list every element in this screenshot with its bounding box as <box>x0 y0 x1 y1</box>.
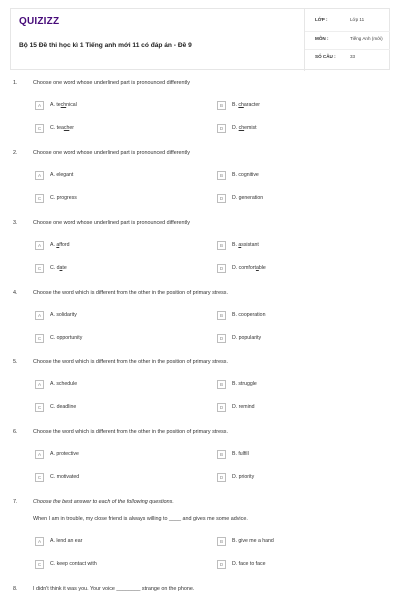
question-stem: When I am in trouble, my close friend is always willing to ____ and gives me some advice. <box>33 516 248 522</box>
option-letter-box: C <box>35 194 44 203</box>
option-text: C. motivated <box>50 474 80 480</box>
option-letter-box: C <box>35 473 44 482</box>
option-text: A. elegant <box>50 172 74 178</box>
option-text: C. teacher <box>50 125 74 131</box>
option-text: D. comfortable <box>232 265 266 271</box>
question-text: Choose the word which is different from the other in the position of primary stress. <box>33 429 228 435</box>
meta-panel <box>304 9 389 71</box>
question-number: 7. <box>13 499 18 505</box>
option-text: B. cognitive <box>232 172 259 178</box>
option-letter-box: A <box>35 241 44 250</box>
option-letter-box: B <box>217 450 226 459</box>
option-letter-box: C <box>35 560 44 569</box>
option-text: C. keep contact with <box>50 561 97 567</box>
option-text: B. cooperation <box>232 312 266 318</box>
question-text: Choose the best answer to each of the following questions. <box>33 499 174 505</box>
option-text: A. solidarity <box>50 312 77 318</box>
option-letter-box: B <box>217 311 226 320</box>
option-text: A. technical <box>50 102 77 108</box>
option-text: A. protective <box>50 451 79 457</box>
option-text: B. fulfill <box>232 451 249 457</box>
option-letter-box: C <box>35 264 44 273</box>
option-text: B. struggle <box>232 381 257 387</box>
option-text: C. progress <box>50 195 77 201</box>
meta-value: Tiếng Anh (mới) <box>350 36 383 41</box>
option-letter-box: C <box>35 124 44 133</box>
option-letter-box: D <box>217 194 226 203</box>
option-letter-box: B <box>217 380 226 389</box>
option-letter-box: B <box>217 537 226 546</box>
question-number: 2. <box>13 150 18 156</box>
meta-value: 33 <box>350 54 356 59</box>
option-text: D. face to face <box>232 561 266 567</box>
option-letter-box: D <box>217 334 226 343</box>
question-number: 1. <box>13 80 18 86</box>
option-text: C. date <box>50 265 67 271</box>
option-letter-box: B <box>217 241 226 250</box>
question-text: Choose one word whose underlined part is pronounced differently <box>33 80 190 86</box>
question-number: 8. <box>13 586 18 592</box>
question-number: 3. <box>13 220 18 226</box>
option-letter-box: D <box>217 403 226 412</box>
option-text: B. character <box>232 102 260 108</box>
option-letter-box: A <box>35 311 44 320</box>
option-letter-box: D <box>217 264 226 273</box>
option-text: D. priority <box>232 474 255 480</box>
question-text: Choose one word whose underlined part is pronounced differently <box>33 150 190 156</box>
question-number: 5. <box>13 359 18 365</box>
option-letter-box: B <box>217 101 226 110</box>
option-letter-box: A <box>35 101 44 110</box>
option-text: A. lend an ear <box>50 538 83 544</box>
option-letter-box: C <box>35 403 44 412</box>
question-number: 4. <box>13 290 18 296</box>
question-number: 6. <box>13 429 18 435</box>
option-text: A. schedule <box>50 381 78 387</box>
option-letter-box: D <box>217 124 226 133</box>
quizizz-logo: QUIZIZZ <box>19 16 60 27</box>
question-text: Choose the word which is different from the other in the position of primary stress. <box>33 290 228 296</box>
option-text: C. opportunity <box>50 335 83 341</box>
option-letter-box: D <box>217 473 226 482</box>
meta-value: Lớp 11 <box>350 17 365 22</box>
option-text: D. generation <box>232 195 264 201</box>
option-text: B. give me a hand <box>232 538 274 544</box>
option-letter-box: A <box>35 380 44 389</box>
option-letter-box: A <box>35 450 44 459</box>
meta-label: LỚP : <box>315 17 328 22</box>
option-text: D. popularity <box>232 335 262 341</box>
meta-row-count <box>305 49 390 67</box>
document-title: Bộ 15 Đề thi học kì 1 Tiếng anh mới 11 có đáp án - Đề 9 <box>19 42 192 49</box>
option-letter-box: C <box>35 334 44 343</box>
option-letter-box: B <box>217 171 226 180</box>
meta-label: SỐ CÂU : <box>315 54 336 59</box>
option-letter-box: A <box>35 171 44 180</box>
option-text: D. chemist <box>232 125 257 131</box>
meta-row-subject <box>305 31 390 49</box>
meta-row-class <box>305 13 390 31</box>
question-text: I didn't think it was you. Your voice ________ strange on the phone. <box>33 586 195 592</box>
option-text: A. afford <box>50 242 70 248</box>
question-text: Choose one word whose underlined part is pronounced differently <box>33 220 190 226</box>
option-letter-box: D <box>217 560 226 569</box>
option-letter-box: A <box>35 537 44 546</box>
meta-label: MÔN : <box>315 36 329 41</box>
option-text: B. assistant <box>232 242 259 248</box>
option-text: C. deadline <box>50 404 77 410</box>
option-text: D. remind <box>232 404 255 410</box>
document-header <box>10 8 390 70</box>
question-text: Choose the word which is different from the other in the position of primary stress. <box>33 359 228 365</box>
